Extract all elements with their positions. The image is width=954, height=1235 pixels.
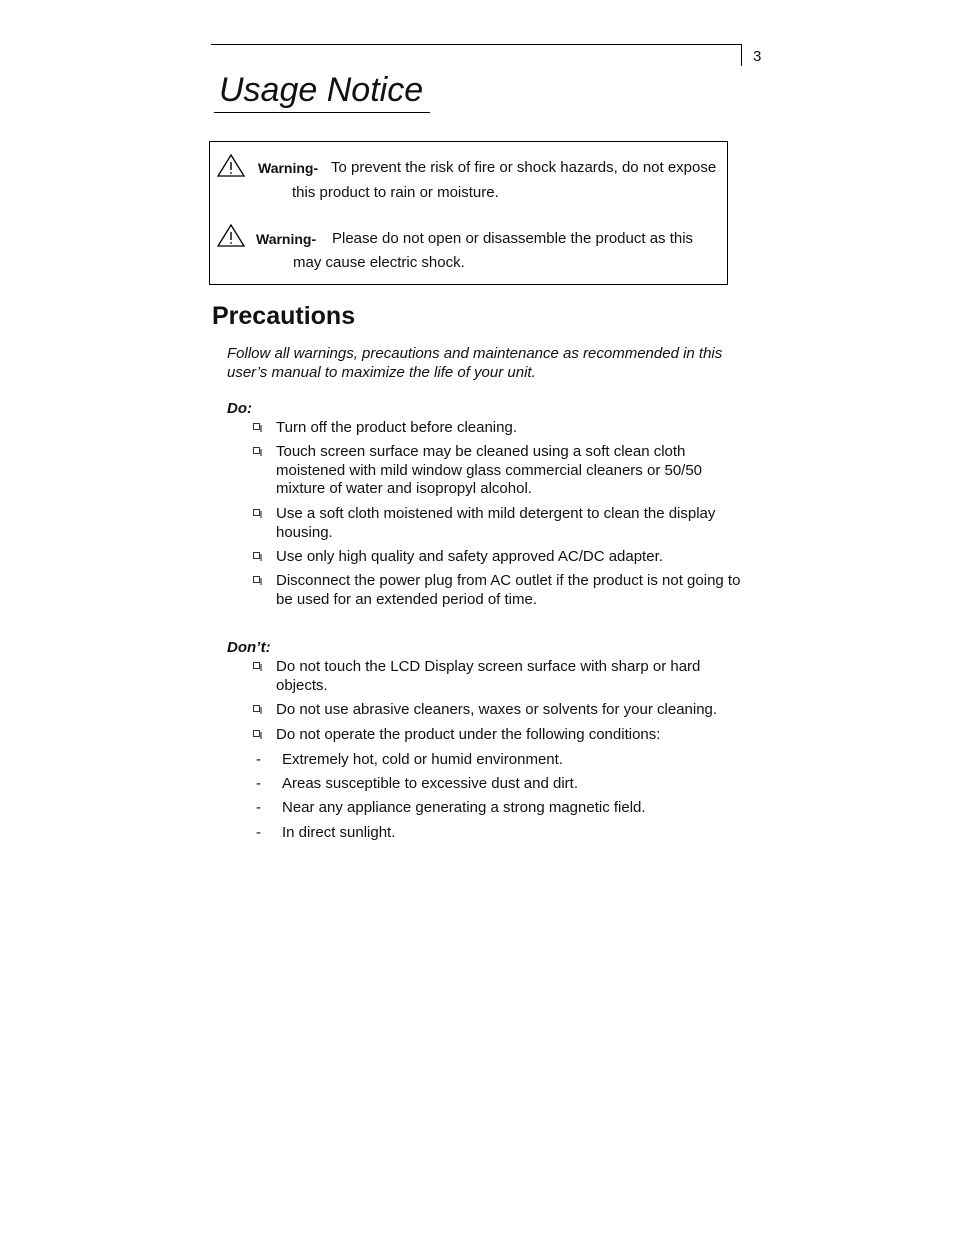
checkbox-bullet-icon <box>253 730 260 737</box>
header-tick <box>741 44 742 66</box>
do-list-item <box>253 443 733 499</box>
dont-label: Don’t: <box>227 639 271 656</box>
do-list-item <box>253 419 748 438</box>
warning-text-line: this product to rain or moisture. <box>292 184 499 201</box>
warning-label: Warning- <box>258 160 319 176</box>
do-label: Do: <box>227 400 252 417</box>
list-item-text: Turn off the product before cleaning. <box>276 419 517 436</box>
list-item-text: Disconnect the power plug from AC outlet if the product is not going to be used for an extended period of time. <box>276 572 741 608</box>
list-item-text: Use a soft cloth moistened with mild detergent to clean the display housing. <box>276 505 716 541</box>
warning-label: Warning- <box>256 231 317 247</box>
warning-text-line: To prevent the risk of fire or shock hazards, do not expose <box>331 159 717 176</box>
condition-item <box>256 774 578 793</box>
page-number: 3 <box>753 48 762 65</box>
condition-text: Extremely hot, cold or humid environment. <box>282 751 563 768</box>
checkbox-bullet-icon <box>253 447 260 454</box>
checkbox-bullet-icon <box>253 509 260 516</box>
dont-list-item <box>253 726 748 745</box>
list-item-text: Do not use abrasive cleaners, waxes or solvents for your cleaning. <box>276 701 718 718</box>
dash-bullet: - <box>256 799 261 816</box>
condition-text: In direct sunlight. <box>282 824 396 841</box>
dash-bullet: - <box>256 824 261 841</box>
title-underline <box>214 112 430 113</box>
warning-text-line: may cause electric shock. <box>293 254 465 271</box>
do-list-item <box>253 548 748 567</box>
checkbox-bullet-icon <box>253 423 260 430</box>
condition-item <box>256 798 646 817</box>
list-item-text: Do not touch the LCD Display screen surface with sharp or hard objects. <box>276 658 701 694</box>
checkbox-bullet-icon <box>253 705 260 712</box>
dash-bullet: - <box>256 775 261 792</box>
do-list-item <box>253 505 748 542</box>
condition-item <box>256 823 395 842</box>
checkbox-bullet-icon <box>253 576 260 583</box>
list-item-text: Do not operate the product under the following conditions: <box>276 726 661 743</box>
header-rule <box>211 44 741 45</box>
condition-text: Near any appliance generating a strong magnetic field. <box>282 799 646 816</box>
list-item-text: Use only high quality and safety approved AC/DC adapter. <box>276 548 663 565</box>
dash-bullet: - <box>256 751 261 768</box>
dont-list-item <box>253 658 733 695</box>
intro-paragraph: Follow all warnings, precautions and maintenance as recommended in this user’s manual to maximize the life of your unit. <box>227 345 723 381</box>
do-list-item <box>253 572 748 609</box>
condition-text: Areas susceptible to excessive dust and dirt. <box>282 775 578 792</box>
warning-triangle-icon <box>217 153 245 177</box>
section-heading: Precautions <box>212 302 356 330</box>
list-item-text: Touch screen surface may be cleaned using a soft clean cloth moistened with mild window glass commercial cleaners or 50/50 mixture of water and isopropyl alcohol. <box>276 443 703 497</box>
warning-text-line: Please do not open or disassemble the product as this <box>332 230 694 247</box>
condition-item <box>256 750 563 769</box>
dont-list-item <box>253 701 748 720</box>
checkbox-bullet-icon <box>253 662 260 669</box>
page-title: Usage Notice <box>219 71 424 109</box>
warning-triangle-icon <box>217 223 245 247</box>
checkbox-bullet-icon <box>253 552 260 559</box>
